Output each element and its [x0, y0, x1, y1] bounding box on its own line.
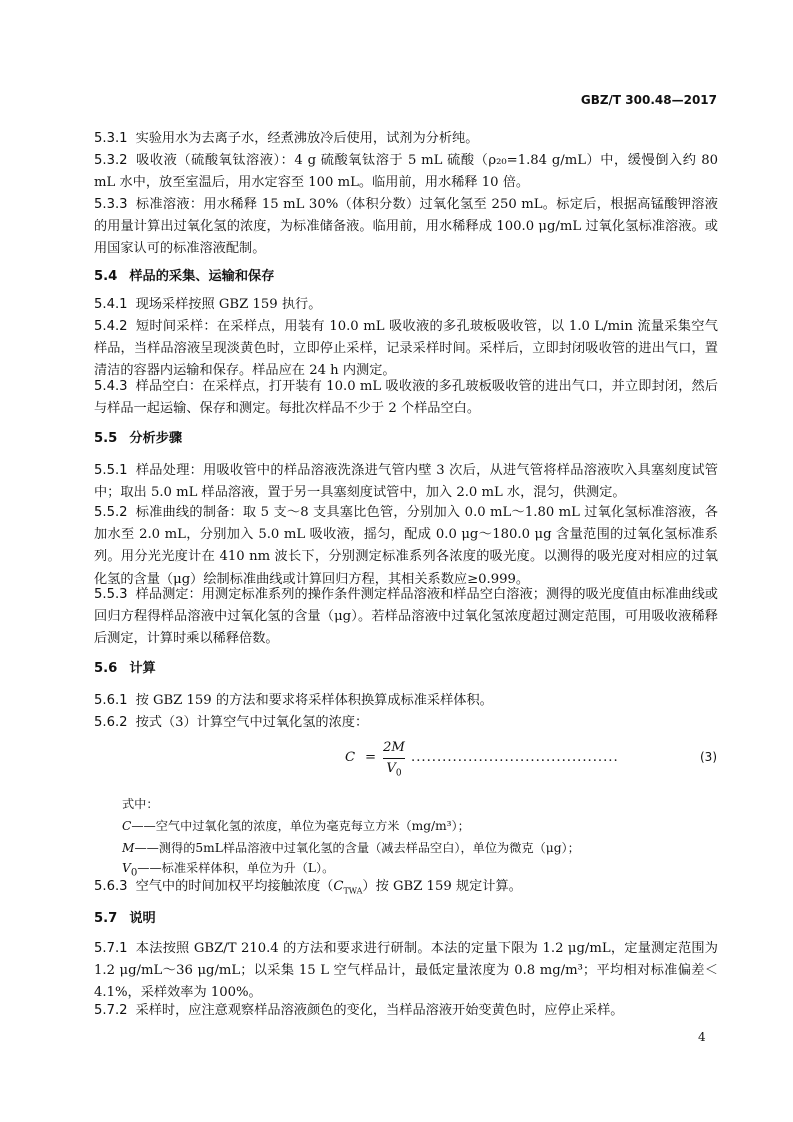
formula-3 — [345, 738, 717, 784]
clause-5-5-3 — [94, 584, 718, 651]
variable-m-definition — [122, 838, 580, 858]
clause-5-7-2 — [94, 1000, 718, 1022]
clause-text: 采样时，应注意观察样品溶液颜色的变化，当样品溶液开始变黄色时，应停止采样。 — [135, 1003, 624, 1018]
clause-5-5-2 — [94, 502, 718, 591]
formula-equals: = — [365, 750, 377, 765]
clause-5-3-3 — [94, 194, 718, 261]
clause-number: 5.3.3 — [94, 197, 128, 212]
section-heading-5-7 — [94, 908, 718, 930]
section-number: 5.4 — [94, 269, 118, 284]
section-title: 样品的采集、运输和保存 — [129, 269, 275, 284]
clause-5-4-3 — [94, 376, 718, 420]
clause-number: 5.7.2 — [94, 1003, 128, 1018]
variable-symbol: V — [122, 861, 131, 875]
ctwa-symbol: C — [333, 879, 344, 894]
section-number: 5.5 — [94, 431, 118, 446]
section-heading-5-6 — [94, 658, 718, 680]
clause-text: 按 GBZ 159 的方法和要求将采样体积换算成标准采样体积。 — [135, 693, 493, 708]
section-title: 计算 — [129, 661, 156, 676]
where-label: 式中： — [122, 797, 159, 811]
section-heading-5-5 — [94, 428, 718, 450]
clause-text: 样品测定：用测定标准系列的操作条件测定样品溶液和样品空白溶液；测得的吸光度值由标准曲线或回归方程得样品溶液中过氧化氢的含量（μg）。若样品溶液中过氧化氢浓度超过测定范围，可用吸收液稀释后测定，计算时乘以稀释倍数。 — [94, 587, 718, 647]
clause-text: 现场采样按照 GBZ 159 执行。 — [135, 297, 322, 312]
clause-text-tail: ）按 GBZ 159 规定计算。 — [362, 879, 522, 894]
clause-text: 样品空白：在采样点，打开装有 10.0 mL 吸收液的多孔玻板吸收管的进出气口，并立即封闭，然后与样品一起运输、保存和测定。每批次样品不少于 2 个样品空白。 — [94, 379, 718, 417]
clause-number: 5.4.1 — [94, 297, 128, 312]
formula-fraction — [383, 738, 405, 784]
clause-number: 5.5.2 — [94, 505, 128, 520]
formula-lhs: C — [345, 750, 356, 765]
clause-number: 5.6.1 — [94, 693, 128, 708]
clause-text: 实验用水为去离子水，经煮沸放冷后使用，试剂为分析纯。 — [135, 131, 479, 146]
section-number: 5.6 — [94, 661, 118, 676]
variable-symbol: M — [122, 841, 135, 855]
clause-number: 5.3.2 — [94, 153, 128, 168]
clause-5-4-1 — [94, 294, 718, 316]
clause-5-3-1 — [94, 128, 718, 150]
section-title: 说明 — [129, 911, 156, 926]
clause-text: 标准曲线的制备：取 5 支～8 支具塞比色管，分别加入 0.0 mL～1.80 mL 过氧化氢标准溶液，各加水至 2.0 mL，分别加入 5.0 mL 吸收液，摇匀，配成 0.0 μg～180.0 μg 含量范围的过氧化氢标准系列。用分光光度计在 410 nm 波长下，分别测定标准系列各浓度的吸光度。以测得的吸光度对相应的过氧化氢的含量（μg）绘制标准曲线或计算回归方程，其相关系数应≥0.999。 — [94, 505, 718, 587]
formula-number: (3) — [700, 750, 717, 764]
clause-text: 标准溶液：用水稀释 15 mL 30%（体积分数）过氧化氢至 250 mL。标定后，根据高锰酸钾溶液的用量计算出过氧化氢的浓度，为标准储备液。临用前，用水稀释成 100.0 μg/mL 过氧化氢标准溶液。或用国家认可的标准溶液配制。 — [94, 197, 718, 257]
clause-text: 本法按照 GBZ/T 210.4 的方法和要求进行研制。本法的定量下限为 1.2 μg/mL，定量测定范围为 1.2 μg/mL～36 μg/mL；以采集 15 L 空气样品计，最低定量浓度为 0.8 mg/m³；平均相对标准偏差＜4.1%，采样效率为 100%。 — [94, 941, 718, 1001]
standard-number: GBZ/T 300.48—2017 — [580, 93, 717, 107]
clause-text: 空气中的时间加权平均接触浓度（ — [135, 879, 334, 894]
formula-denominator: $V_0$ — [386, 761, 402, 779]
formula-leader-dots: ........................................ — [411, 750, 619, 765]
page-number: 4 — [698, 1030, 706, 1044]
variable-symbol: C — [122, 819, 132, 833]
section-number: 5.7 — [94, 911, 118, 926]
clause-text: 样品处理：用吸收管中的样品溶液洗涤进气管内壁 3 次后，从进气管将样品溶液吹入具塞刻度试管中；取出 5.0 mL 样品溶液，置于另一具塞刻度试管中，加入 2.0 mL 水，混匀，供测定。 — [94, 463, 718, 501]
section-title: 分析步骤 — [129, 431, 183, 446]
clause-5-6-1 — [94, 690, 718, 712]
clause-5-5-1 — [94, 460, 718, 504]
clause-number: 5.6.2 — [94, 715, 128, 730]
clause-number: 5.4.2 — [94, 319, 128, 334]
variable-text: ——空气中过氧化氢的浓度，单位为毫克每立方米（mg/m³）； — [131, 819, 470, 833]
formula-numerator: 2M — [383, 740, 405, 755]
clause-5-4-2 — [94, 316, 718, 383]
variable-text: ——标准采样体积，单位为升（L）。 — [137, 861, 335, 875]
clause-5-7-1 — [94, 938, 718, 1005]
clause-number: 5.5.3 — [94, 587, 128, 602]
clause-5-3-2 — [94, 150, 718, 194]
section-heading-5-4 — [94, 266, 718, 288]
clause-number: 5.3.1 — [94, 131, 128, 146]
clause-number: 5.5.1 — [94, 463, 128, 478]
variable-text: ——测得的5mL样品溶液中过氧化氢的含量（减去样品空白），单位为微克（μg）； — [134, 841, 580, 855]
clause-5-6-2 — [94, 712, 718, 734]
clause-text: 按式（3）计算空气中过氧化氢的浓度： — [135, 715, 369, 730]
clause-number: 5.6.3 — [94, 879, 128, 894]
clause-5-6-3 — [94, 876, 718, 903]
variable-subscript: 0 — [130, 867, 138, 879]
clause-number: 5.4.3 — [94, 379, 128, 394]
clause-text: 短时间采样：在采样点，用装有 10.0 mL 吸收液的多孔玻板吸收管，以 1.0 L/min 流量采集空气样品，当样品溶液呈现淡黄色时，立即停止采样，记录采样时间。采样后，立即封闭吸收管的进出气口，置清洁的容器内运输和保存。样品应在 24 h 内测定。 — [94, 319, 718, 379]
ctwa-subscript: TWA — [343, 886, 363, 896]
variable-c-definition — [122, 816, 470, 836]
clause-number: 5.7.1 — [94, 941, 128, 956]
clause-text: 吸收液（硫酸氧钛溶液）：4 g 硫酸氧钛溶于 5 mL 硫酸（ρ₂₀=1.84 g/mL）中，缓慢倒入约 80 mL 水中，放至室温后，用水定容至 100 mL。临用前，用水稀释 10 倍。 — [94, 153, 718, 191]
